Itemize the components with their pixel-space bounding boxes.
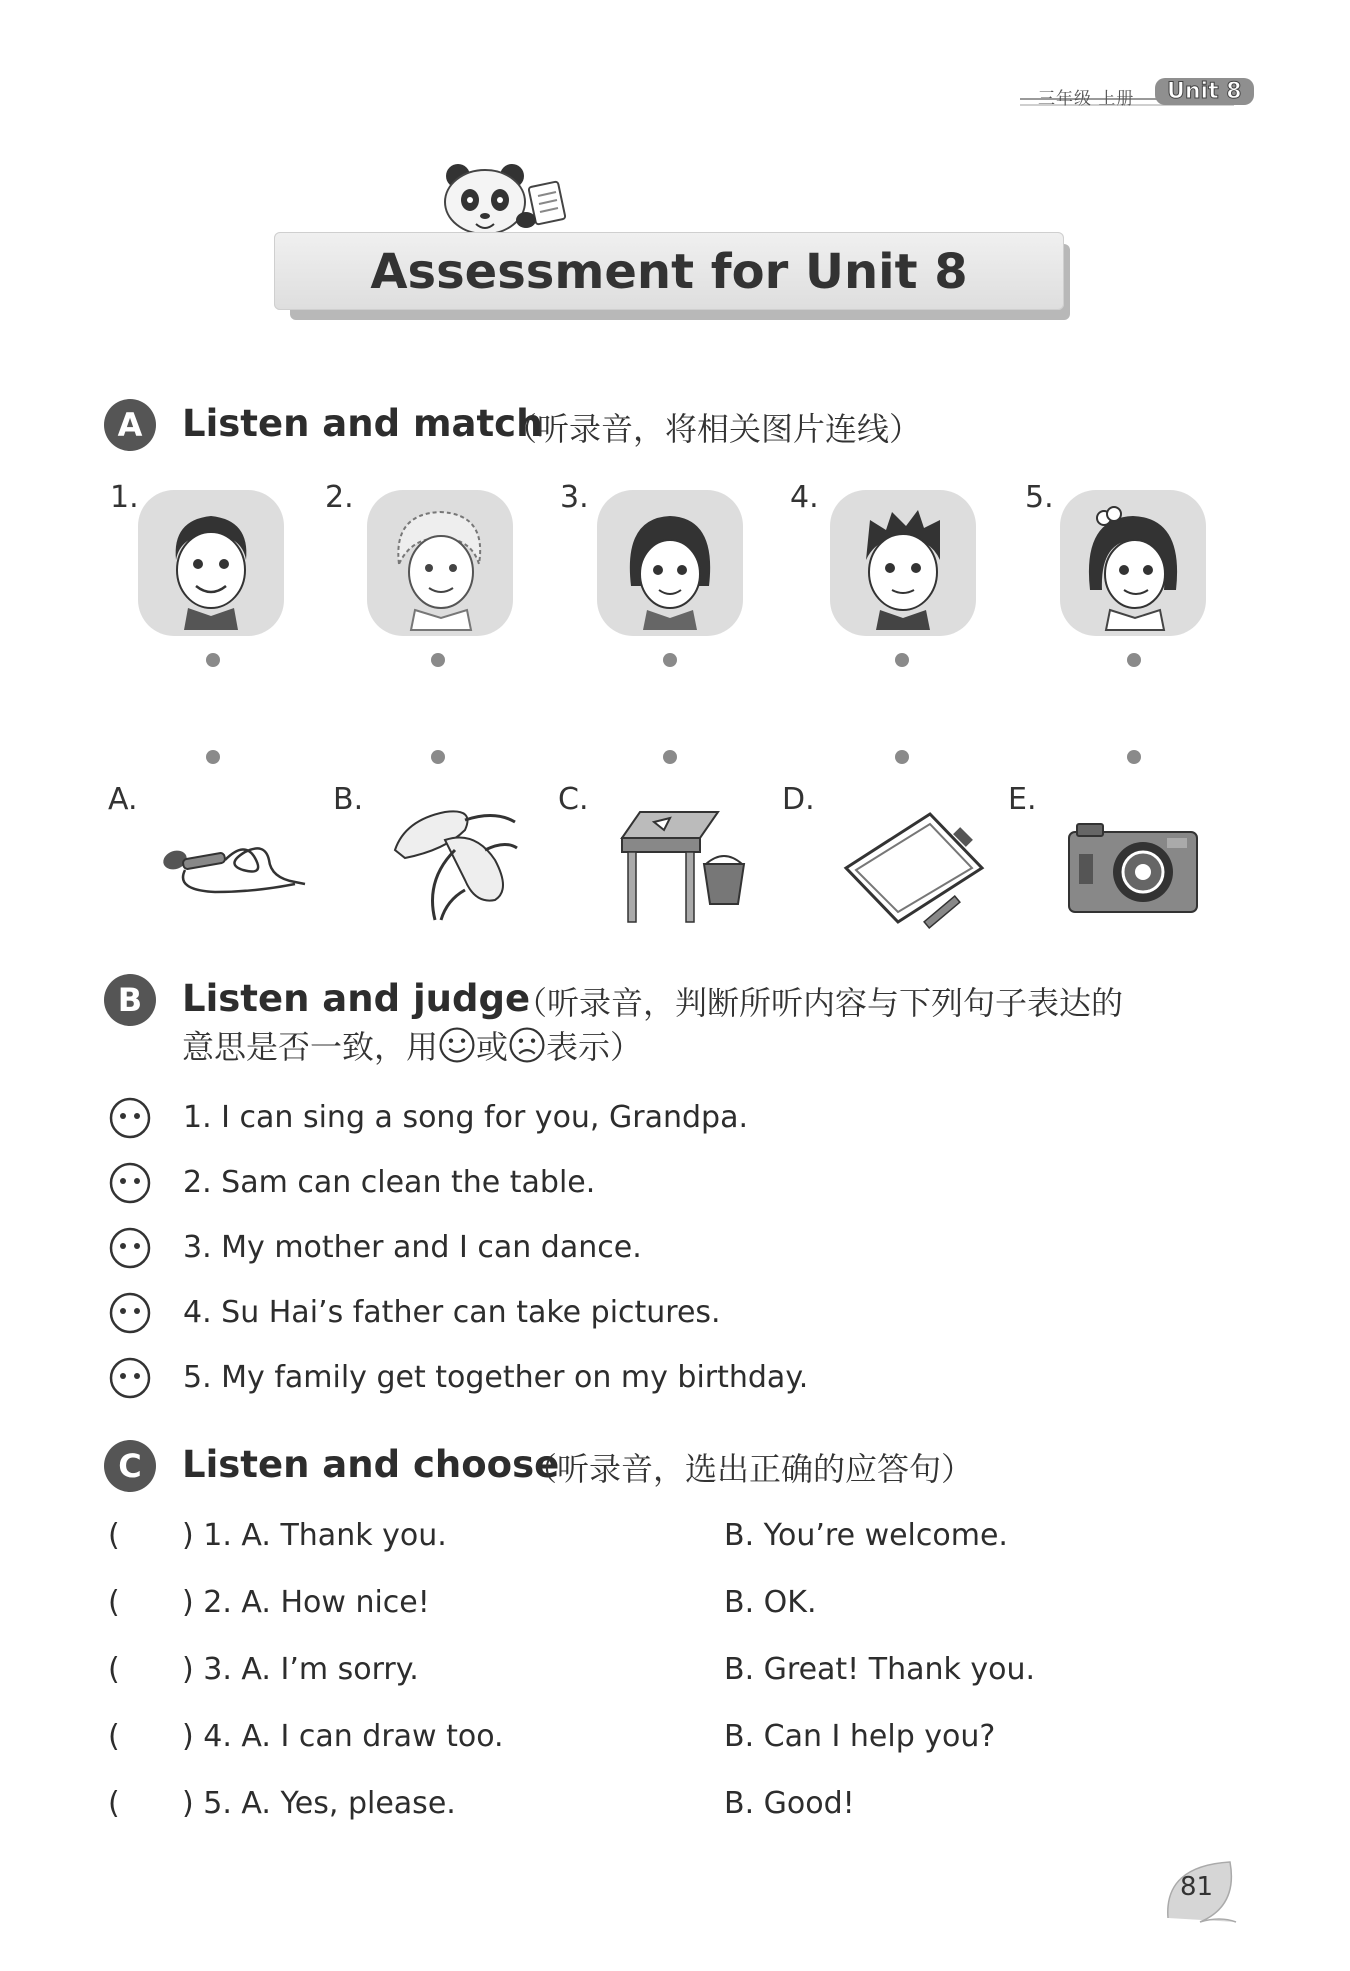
person-2-tile <box>367 490 513 636</box>
person-number: 4. <box>790 480 819 515</box>
match-dot-top[interactable] <box>206 653 220 667</box>
judge-sentence: 4. Su Hai’s father can take pictures. <box>183 1295 721 1330</box>
person-4-tile <box>830 490 976 636</box>
smile-face-icon <box>438 1026 476 1064</box>
item-letter: C. <box>558 782 589 817</box>
unit-tab: Unit 8 <box>1155 78 1254 105</box>
item-letter: B. <box>333 782 364 817</box>
section-c-badge: C <box>104 1440 156 1492</box>
match-dot-top[interactable] <box>1127 653 1141 667</box>
page-title: Assessment for Unit 8 <box>370 244 968 300</box>
choice-option-b: B. Great! Thank you. <box>724 1652 1036 1687</box>
choice-option-b: B. You’re welcome. <box>724 1518 1008 1553</box>
person-number: 2. <box>325 480 354 515</box>
match-dot-bottom[interactable] <box>206 750 220 764</box>
judge-sentence: 3. My mother and I can dance. <box>183 1230 642 1265</box>
person-3-tile <box>597 490 743 636</box>
blank-face-answer-icon[interactable] <box>108 1161 152 1205</box>
choice-option-a: ) 1. A. Thank you. <box>182 1518 447 1553</box>
section-a-instruction: （听录音，将相关图片连线） <box>505 410 922 448</box>
table-and-bucket-icon <box>618 808 758 928</box>
person-5-tile <box>1060 490 1206 636</box>
match-dot-top[interactable] <box>663 653 677 667</box>
section-b-title: Listen and judge <box>182 977 531 1020</box>
answer-blank-open[interactable]: ( <box>108 1786 120 1821</box>
item-letter: D. <box>782 782 815 817</box>
instruction-text: 意思是否一致，用 <box>182 1028 439 1066</box>
choice-option-a: ) 2. A. How nice! <box>182 1585 430 1620</box>
match-dot-top[interactable] <box>895 653 909 667</box>
match-dot-top[interactable] <box>431 653 445 667</box>
section-b-instruction-line1: （听录音，判断所听内容与下列句子表达的 <box>515 984 1124 1022</box>
person-number: 3. <box>560 480 589 515</box>
answer-blank-open[interactable]: ( <box>108 1585 120 1620</box>
match-dot-bottom[interactable] <box>663 750 677 764</box>
microphone-icon <box>155 830 310 900</box>
person-number: 1. <box>110 480 139 515</box>
item-letter: A. <box>108 782 138 817</box>
answer-blank-open[interactable]: ( <box>108 1518 120 1553</box>
choice-option-b: B. Good! <box>724 1786 855 1821</box>
choice-option-b: B. Can I help you? <box>724 1719 996 1754</box>
match-dot-bottom[interactable] <box>431 750 445 764</box>
choice-option-b: B. OK. <box>724 1585 817 1620</box>
blank-face-answer-icon[interactable] <box>108 1291 152 1335</box>
section-b-badge: B <box>104 974 156 1026</box>
judge-sentence: 1. I can sing a song for you, Grandpa. <box>183 1100 748 1135</box>
camera-icon <box>1063 818 1203 918</box>
section-a-title: Listen and match <box>182 402 543 445</box>
girl-hairclip-face-icon <box>1060 490 1206 636</box>
page-number: 81 <box>1180 1872 1214 1902</box>
section-a-badge: A <box>104 399 156 451</box>
instruction-or: 或 <box>476 1028 509 1066</box>
item-letter: E. <box>1008 782 1037 817</box>
match-dot-bottom[interactable] <box>1127 750 1141 764</box>
blank-face-answer-icon[interactable] <box>108 1096 152 1140</box>
blank-face-answer-icon[interactable] <box>108 1226 152 1270</box>
sad-face-icon <box>508 1026 546 1064</box>
instruction-end: 表示） <box>546 1028 643 1066</box>
grade-label: 三年级 上册 <box>1038 89 1135 109</box>
drawing-board-and-crayon-icon <box>842 808 992 938</box>
grandpa-face-icon <box>367 490 513 636</box>
section-b-instruction-line2 <box>182 1022 642 1068</box>
section-c-instruction: （听录音，选出正确的应答句） <box>525 1450 974 1488</box>
choice-option-a: ) 5. A. Yes, please. <box>182 1786 456 1821</box>
answer-blank-open[interactable]: ( <box>108 1719 120 1754</box>
boy-face-icon <box>138 490 284 636</box>
match-dot-bottom[interactable] <box>895 750 909 764</box>
boy-spiky-hair-face-icon <box>830 490 976 636</box>
blank-face-answer-icon[interactable] <box>108 1356 152 1400</box>
ballet-shoes-icon <box>385 800 525 935</box>
girl-face-icon <box>597 490 743 636</box>
answer-blank-open[interactable]: ( <box>108 1652 120 1687</box>
choice-option-a: ) 4. A. I can draw too. <box>182 1719 504 1754</box>
person-1-tile <box>138 490 284 636</box>
person-number: 5. <box>1025 480 1054 515</box>
choice-option-a: ) 3. A. I’m sorry. <box>182 1652 419 1687</box>
judge-sentence: 2. Sam can clean the table. <box>183 1165 596 1200</box>
section-c-title: Listen and choose <box>182 1443 560 1486</box>
judge-sentence: 5. My family get together on my birthday. <box>183 1360 809 1395</box>
